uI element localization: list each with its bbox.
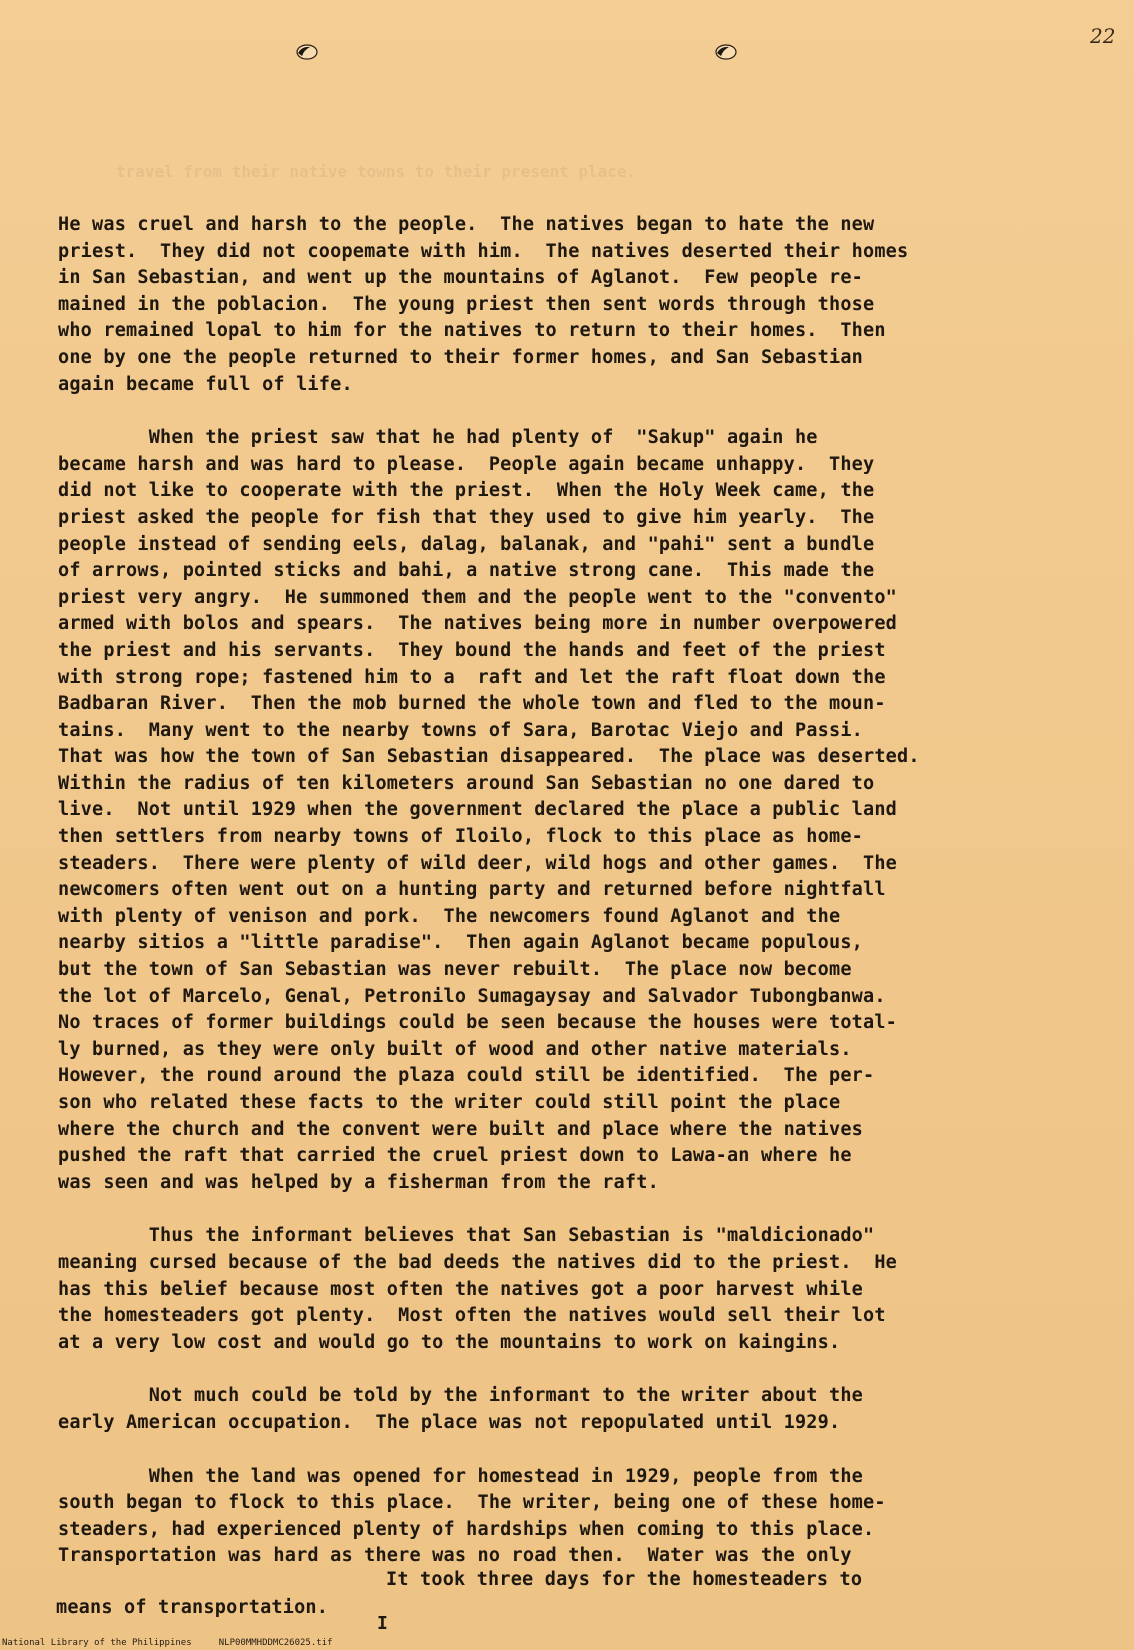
- text-line: When the land was opened for homestead in 1929, people from the: [58, 1465, 863, 1487]
- text-line: one by one the people returned to their former homes, and San Sebastian: [58, 346, 863, 368]
- punch-hole-icon: [296, 44, 318, 60]
- text-line: again became full of life.: [58, 373, 353, 395]
- closing-line-start: means of transportation.: [56, 1597, 329, 1618]
- paragraph-4: [58, 1383, 1078, 1436]
- text-line: Within the radius of ten kilometers around San Sebastian no one dared to: [58, 772, 875, 794]
- text-line: was seen and was helped by a fisherman from the raft.: [58, 1171, 659, 1193]
- text-line: then settlers from nearby towns of Iloilo, flock to this place as home-: [58, 826, 863, 848]
- text-line: pushed the raft that carried the cruel priest down to Lawa-an where he: [58, 1145, 852, 1167]
- bleed-through-text: travel from their native towns to their present place.: [116, 162, 637, 181]
- text-line: south began to flock to this place. The writer, being one of these home-: [58, 1492, 886, 1514]
- text-line: the homesteaders got plenty. Most often the natives would sell their lot: [58, 1305, 886, 1327]
- archive-footer: National Library of the Philippines NLP00MMHDDMC26025.tif: [2, 1638, 333, 1648]
- text-line: early American occupation. The place was not repopulated until 1929.: [58, 1411, 841, 1433]
- text-line: He was cruel and harsh to the people. The natives began to hate the new: [58, 214, 875, 235]
- text-line: meaning cursed because of the bad deeds the natives did to the priest. He: [58, 1251, 898, 1273]
- text-line: Badbaran River. Then the mob burned the whole town and fled to the moun-: [58, 693, 886, 715]
- text-line: where the church and the convent were built and place where the natives: [58, 1118, 863, 1140]
- paragraph-3: [58, 1223, 1078, 1356]
- page-number: 22: [1090, 24, 1116, 48]
- text-line: Not much could be told by the informant to the writer about the: [58, 1385, 863, 1407]
- text-line: with strong rope; fastened him to a raft and let the raft float down the: [58, 666, 886, 688]
- text-line: When the priest saw that he had plenty of "Sakup" again he: [58, 427, 818, 449]
- text-line: at a very low cost and would go to the mountains to work on kaingins.: [58, 1331, 841, 1353]
- closing-line-raised: It took three days for the homesteaders to: [386, 1569, 863, 1590]
- text-line: armed with bolos and spears. The natives being more in number overpowered: [58, 613, 898, 635]
- punch-hole-icon: [715, 44, 737, 60]
- text-line: became harsh and was hard to please. People again became unhappy. They: [58, 453, 875, 475]
- text-line: people instead of sending eels, dalag, balanak, and "pahi" sent a bundle: [58, 533, 875, 555]
- text-line: newcomers often went out on a hunting party and returned before nightfall: [58, 879, 886, 901]
- text-line: steaders, had experienced plenty of hardships when coming to this place.: [58, 1518, 875, 1540]
- typed-body: [58, 212, 1078, 1597]
- text-line: son who related these facts to the writer could still point the place: [58, 1092, 841, 1113]
- text-line: has this belief because most often the natives got a poor harvest while: [58, 1278, 863, 1300]
- text-line: live. Not until 1929 when the government declared the place a public land: [58, 799, 898, 821]
- text-line: did not like to cooperate with the priest. When the Holy Week came, the: [58, 480, 875, 502]
- text-line: steaders. There were plenty of wild deer, wild hogs and other games. The: [58, 852, 898, 874]
- text-line: Thus the informant believes that San Sebastian is "maldicionado": [58, 1225, 875, 1247]
- text-line: That was how the town of San Sebastian disappeared. The place was deserted.: [58, 746, 920, 768]
- text-line: the lot of Marcelo, Genal, Petronilo Sumagaysay and Salvador Tubongbanwa.: [58, 985, 886, 1007]
- paragraph-5: [58, 1464, 1078, 1570]
- text-line: in San Sebastian, and went up the mountains of Aglanot. Few people re-: [58, 267, 863, 289]
- text-line: the priest and his servants. They bound the hands and feet of the priest: [58, 639, 886, 661]
- text-line: priest asked the people for fish that they used to give him yearly. The: [58, 506, 875, 528]
- text-line: mained in the poblacion. The young priest then sent words through those: [58, 293, 875, 315]
- text-line: but the town of San Sebastian was never rebuilt. The place now become: [58, 959, 852, 981]
- text-line: However, the round around the plaza could still be identified. The per-: [58, 1065, 875, 1087]
- paragraph-1: [58, 212, 1078, 398]
- paragraph-2: [58, 425, 1078, 1196]
- text-line: ly burned, as they were only built of wood and other native materials.: [58, 1038, 852, 1060]
- text-line: No traces of former buildings could be seen because the houses were total-: [58, 1012, 898, 1034]
- text-line: with plenty of venison and pork. The newcomers found Aglanot and the: [58, 905, 841, 927]
- text-line: tains. Many went to the nearby towns of Sara, Barotac Viejo and Passi.: [58, 719, 863, 741]
- text-line: Transportation was hard as there was no road then. Water was the only: [58, 1545, 852, 1567]
- text-line: nearby sitios a "little paradise". Then again Aglanot became populous,: [58, 932, 863, 954]
- text-line: priest very angry. He summoned them and the people went to the "convento": [58, 586, 898, 608]
- text-line: priest. They did not coopemate with him. The natives deserted their homes: [58, 240, 909, 262]
- margin-marker: I: [377, 1613, 389, 1634]
- text-line: who remained lopal to him for the natives to return to their homes. Then: [58, 320, 886, 342]
- text-line: of arrows, pointed sticks and bahi, a native strong cane. This made the: [58, 560, 875, 582]
